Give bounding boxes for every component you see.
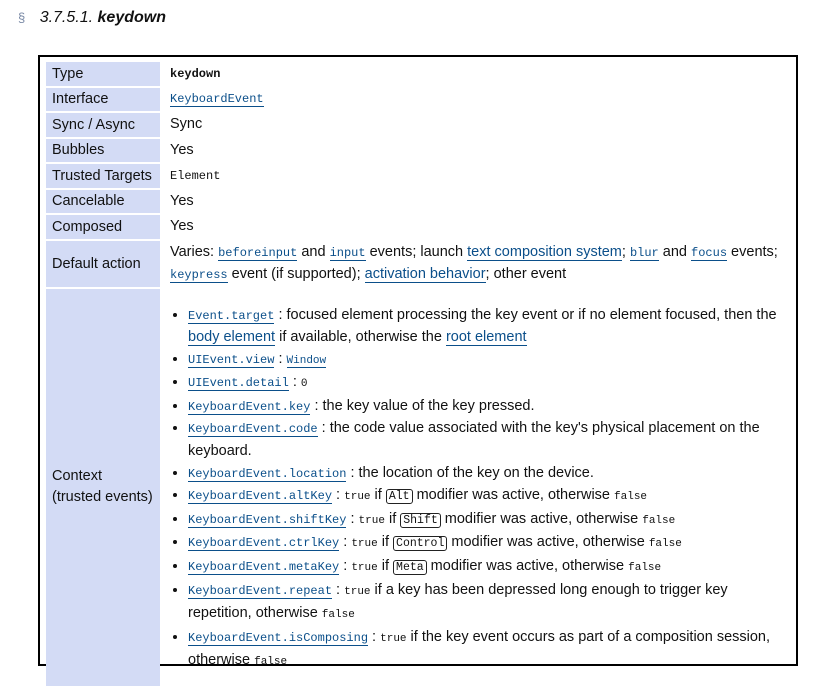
keyboardevent-key-link[interactable]: KeyboardEvent.key <box>188 399 311 414</box>
row-bubbles <box>46 139 792 163</box>
keyboardevent-repeat-link[interactable]: KeyboardEvent.repeat <box>188 583 333 598</box>
composed-label: Composed <box>46 215 160 239</box>
keyboardevent-ctrlkey-link[interactable]: KeyboardEvent.ctrlKey <box>188 536 340 551</box>
text-fragment: : <box>332 581 345 598</box>
row-default-action <box>46 241 792 287</box>
context-list <box>170 305 788 675</box>
row-composed <box>46 215 792 239</box>
uievent-detail-link[interactable]: UIEvent.detail <box>188 376 289 391</box>
code-false: false <box>642 514 676 527</box>
code-false: false <box>321 609 355 622</box>
interface-label: Interface <box>46 88 160 112</box>
default-action-label: Default action <box>46 241 160 287</box>
trusted-targets-label: Trusted Targets <box>46 164 160 188</box>
code-false: false <box>254 656 288 669</box>
bubbles-label: Bubbles <box>46 139 160 163</box>
list-item <box>188 509 788 533</box>
text-fragment: event (if supported); <box>227 265 365 282</box>
interface-link[interactable]: KeyboardEvent <box>170 92 264 107</box>
text-fragment: events; launch <box>365 243 468 260</box>
sync-value: Sync <box>170 116 203 133</box>
event-definition-table <box>46 60 792 688</box>
list-item <box>188 463 788 486</box>
row-type <box>46 62 792 86</box>
code-true: true <box>351 562 378 575</box>
text-fragment: and <box>297 243 330 260</box>
text-fragment: if <box>384 510 401 527</box>
row-interface <box>46 88 792 112</box>
row-trusted-targets <box>46 164 792 188</box>
detail-value: 0 <box>300 378 308 391</box>
list-item <box>188 418 788 462</box>
text-fragment: : the code value associated with the key's physical placement on the keyboard. <box>188 420 760 460</box>
keyboardevent-code-link[interactable]: KeyboardEvent.code <box>188 422 318 437</box>
text-fragment: and <box>658 243 692 260</box>
control-key: Control <box>393 536 447 551</box>
text-fragment: ; <box>621 243 630 260</box>
list-item <box>188 485 788 509</box>
row-context <box>46 289 792 687</box>
keyboardevent-iscomposing-link[interactable]: KeyboardEvent.isComposing <box>188 630 369 645</box>
row-cancelable <box>46 190 792 214</box>
keyboardevent-altkey-link[interactable]: KeyboardEvent.altKey <box>188 489 333 504</box>
list-item <box>188 305 788 349</box>
blur-link[interactable]: blur <box>629 245 659 260</box>
beforeinput-link[interactable]: beforeinput <box>218 245 298 260</box>
code-false: false <box>628 562 662 575</box>
text-fragment: : the key value of the key pressed. <box>310 397 535 414</box>
composed-value: Yes <box>170 218 194 235</box>
code-true: true <box>344 491 371 504</box>
cancelable-label: Cancelable <box>46 190 160 214</box>
text-fragment: : focused element processing the key event or if no element focused, then the <box>274 306 777 323</box>
window-link[interactable]: Window <box>286 354 327 367</box>
text-fragment: : <box>339 558 352 575</box>
text-fragment: : <box>339 534 352 551</box>
text-fragment: events; <box>727 243 778 260</box>
meta-key: Meta <box>393 560 427 575</box>
type-value: keydown <box>170 66 221 81</box>
section-title: keydown <box>97 9 166 26</box>
text-fragment: modifier was active, otherwise <box>426 558 629 575</box>
body-element-link[interactable]: body element <box>188 329 276 346</box>
code-true: true <box>351 538 378 551</box>
row-sync <box>46 113 792 137</box>
text-fragment: if <box>377 534 394 551</box>
list-item <box>188 396 788 419</box>
list-item <box>188 372 788 396</box>
keypress-link[interactable]: keypress <box>170 267 228 282</box>
bubbles-value: Yes <box>170 141 194 158</box>
text-fragment: : <box>288 374 301 391</box>
text-fragment: : <box>332 487 345 504</box>
focus-link[interactable]: focus <box>691 245 728 260</box>
section-anchor-icon[interactable]: § <box>18 10 26 25</box>
uievent-view-link[interactable]: UIEvent.view <box>188 352 275 367</box>
event-target-link[interactable]: Event.target <box>188 308 275 323</box>
text-fragment: if available, otherwise the <box>275 329 446 346</box>
trusted-targets-value: Element <box>170 168 221 183</box>
text-fragment: : <box>274 350 287 367</box>
section-heading <box>18 9 166 27</box>
cancelable-value: Yes <box>170 192 194 209</box>
keyboardevent-shiftkey-link[interactable]: KeyboardEvent.shiftKey <box>188 512 347 527</box>
context-value <box>160 289 792 687</box>
activation-behavior-link[interactable]: activation behavior <box>364 265 486 282</box>
code-false: false <box>614 491 648 504</box>
type-label: Type <box>46 62 160 86</box>
text-fragment: if a key has been depressed long enough to trigger key repetition, otherwise <box>188 581 728 622</box>
context-label-line1: Context <box>52 468 102 485</box>
text-fragment: : <box>368 628 381 645</box>
text-composition-system-link[interactable]: text composition system <box>467 243 622 260</box>
alt-key: Alt <box>386 489 413 504</box>
text-fragment: if the key event occurs as part of a composition session, otherwise <box>188 628 771 669</box>
event-definition-box <box>38 55 798 669</box>
list-item <box>188 627 788 674</box>
code-true: true <box>358 514 385 527</box>
text-fragment: modifier was active, otherwise <box>447 534 649 551</box>
text-fragment: if <box>370 487 386 504</box>
keyboardevent-location-link[interactable]: KeyboardEvent.location <box>188 466 347 481</box>
text-fragment: : <box>346 510 359 527</box>
list-item <box>188 580 788 627</box>
context-label-line2: (trusted events) <box>52 489 153 506</box>
text-fragment: : the location of the key on the device. <box>346 464 594 481</box>
text-fragment: ; other event <box>485 265 567 282</box>
text-fragment: if <box>377 558 394 575</box>
context-label <box>46 289 160 687</box>
list-item <box>188 349 788 373</box>
input-link[interactable]: input <box>329 245 366 260</box>
default-action-value <box>160 241 792 287</box>
code-true: true <box>380 632 407 645</box>
shift-key: Shift <box>400 513 441 528</box>
root-element-link[interactable]: root element <box>445 329 527 346</box>
text-fragment: modifier was active, otherwise <box>440 510 643 527</box>
text-fragment: modifier was active, otherwise <box>412 487 615 504</box>
list-item <box>188 532 788 556</box>
keyboardevent-metakey-link[interactable]: KeyboardEvent.metaKey <box>188 560 340 575</box>
code-true: true <box>344 585 371 598</box>
sync-label: Sync / Async <box>46 113 160 137</box>
section-number: 3.7.5.1. <box>39 9 94 26</box>
list-item <box>188 556 788 580</box>
code-false: false <box>648 538 682 551</box>
text-fragment: Varies: <box>170 243 219 260</box>
